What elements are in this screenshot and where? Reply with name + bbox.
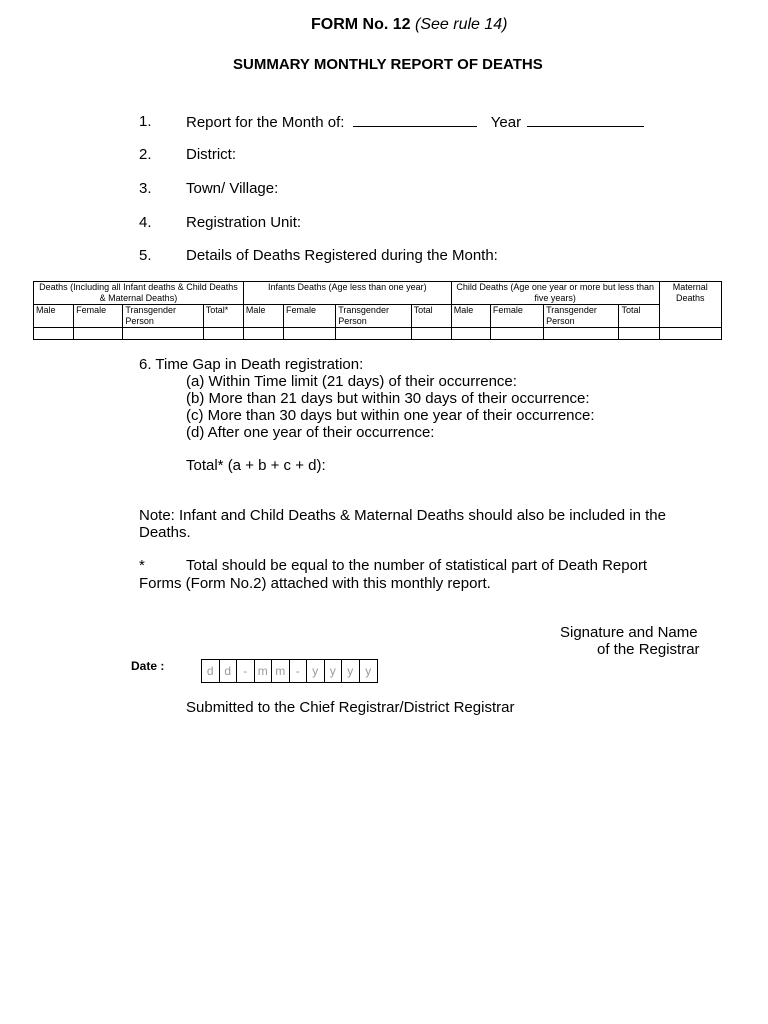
col-infant-transgender: Transgender Person <box>336 305 411 328</box>
cell-child-male[interactable] <box>451 328 490 340</box>
time-gap-a: (a) Within Time limit (21 days) of their occurrence: <box>186 373 517 390</box>
item-5-number: 5. <box>139 247 152 264</box>
col-child-transgender: Transgender Person <box>544 305 619 328</box>
date-input[interactable] <box>201 659 378 683</box>
date-separator-2: - <box>290 660 308 682</box>
cell-infant-male[interactable] <box>243 328 283 340</box>
group-header-deaths: Deaths (Including all Infant deaths & Child Deaths & Maternal Deaths) <box>34 282 244 305</box>
date-year-4[interactable]: y <box>365 664 372 678</box>
item-2-number: 2. <box>139 146 152 163</box>
cell-infant-female[interactable] <box>284 328 336 340</box>
col-deaths-transgender: Transgender Person <box>123 305 203 328</box>
item-1-row <box>186 113 644 131</box>
item-3-number: 3. <box>139 180 152 197</box>
date-year-1[interactable]: y <box>307 660 325 682</box>
date-label: Date : <box>131 659 165 673</box>
col-infant-total: Total <box>411 305 451 328</box>
town-village-label: Town/ Village: <box>186 180 279 197</box>
registration-unit-label: Registration Unit: <box>186 214 302 231</box>
signature-line-1: Signature and Name <box>560 624 698 641</box>
month-field[interactable] <box>353 113 477 127</box>
cell-child-female[interactable] <box>490 328 543 340</box>
cell-deaths-total[interactable] <box>203 328 243 340</box>
form-number: FORM No. 12 <box>311 16 411 33</box>
signature-line-2: of the Registrar <box>597 641 700 658</box>
col-child-female: Female <box>490 305 543 328</box>
table-row <box>34 328 722 340</box>
item-4-number: 4. <box>139 214 152 231</box>
star-note-line-1: Total should be equal to the number of statistical part of Death Report <box>186 557 648 574</box>
time-gap-d: (d) After one year of their occurrence: <box>186 424 435 441</box>
col-deaths-male: Male <box>34 305 74 328</box>
year-label: Year <box>490 114 522 131</box>
submitted-to: Submitted to the Chief Registrar/District Registrar <box>186 699 515 716</box>
asterisk-mark: * <box>139 557 145 574</box>
cell-child-transgender[interactable] <box>544 328 619 340</box>
form-title <box>311 16 508 34</box>
date-day-1[interactable]: d <box>202 660 220 682</box>
year-field[interactable] <box>527 113 644 127</box>
cell-deaths-female[interactable] <box>74 328 123 340</box>
details-label: Details of Deaths Registered during the Month: <box>186 247 498 264</box>
cell-child-total[interactable] <box>619 328 659 340</box>
cell-deaths-transgender[interactable] <box>123 328 203 340</box>
report-subtitle: SUMMARY MONTHLY REPORT OF DEATHS <box>233 56 543 73</box>
col-deaths-total: Total* <box>203 305 243 328</box>
group-header-maternal-deaths: Maternal Deaths <box>659 282 721 328</box>
date-day-2[interactable]: d <box>220 660 238 682</box>
time-gap-b: (b) More than 21 days but within 30 days of their occurrence: <box>186 390 590 407</box>
date-year-2[interactable]: y <box>325 660 343 682</box>
group-header-infant-deaths: Infants Deaths (Age less than one year) <box>243 282 451 305</box>
form-rule: (See rule 14) <box>415 16 508 33</box>
cell-maternal-deaths[interactable] <box>659 328 721 340</box>
date-year-3[interactable]: y <box>342 660 360 682</box>
month-label: Report for the Month of: <box>186 114 345 131</box>
group-header-child-deaths: Child Deaths (Age one year or more but less than five years) <box>451 282 659 305</box>
note-line-2: Deaths. <box>139 524 191 541</box>
col-deaths-female: Female <box>74 305 123 328</box>
item-1-number: 1. <box>139 113 152 130</box>
col-child-total: Total <box>619 305 659 328</box>
star-note-line-2: Forms (Form No.2) attached with this monthly report. <box>139 575 491 592</box>
col-child-male: Male <box>451 305 490 328</box>
district-label: District: <box>186 146 236 163</box>
cell-infant-total[interactable] <box>411 328 451 340</box>
time-gap-c: (c) More than 30 days but within one year of their occurrence: <box>186 407 595 424</box>
deaths-table <box>33 281 722 340</box>
col-infant-female: Female <box>284 305 336 328</box>
date-month-1[interactable]: m <box>255 660 273 682</box>
date-month-2[interactable]: m <box>272 660 290 682</box>
date-separator-1: - <box>237 660 255 682</box>
cell-deaths-male[interactable] <box>34 328 74 340</box>
cell-infant-transgender[interactable] <box>336 328 411 340</box>
time-gap-heading: 6. Time Gap in Death registration: <box>139 356 364 373</box>
note-line-1: Note: Infant and Child Deaths & Maternal Deaths should also be included in the <box>139 507 666 524</box>
col-infant-male: Male <box>243 305 283 328</box>
time-gap-total: Total* (a + b + c + d): <box>186 457 326 474</box>
